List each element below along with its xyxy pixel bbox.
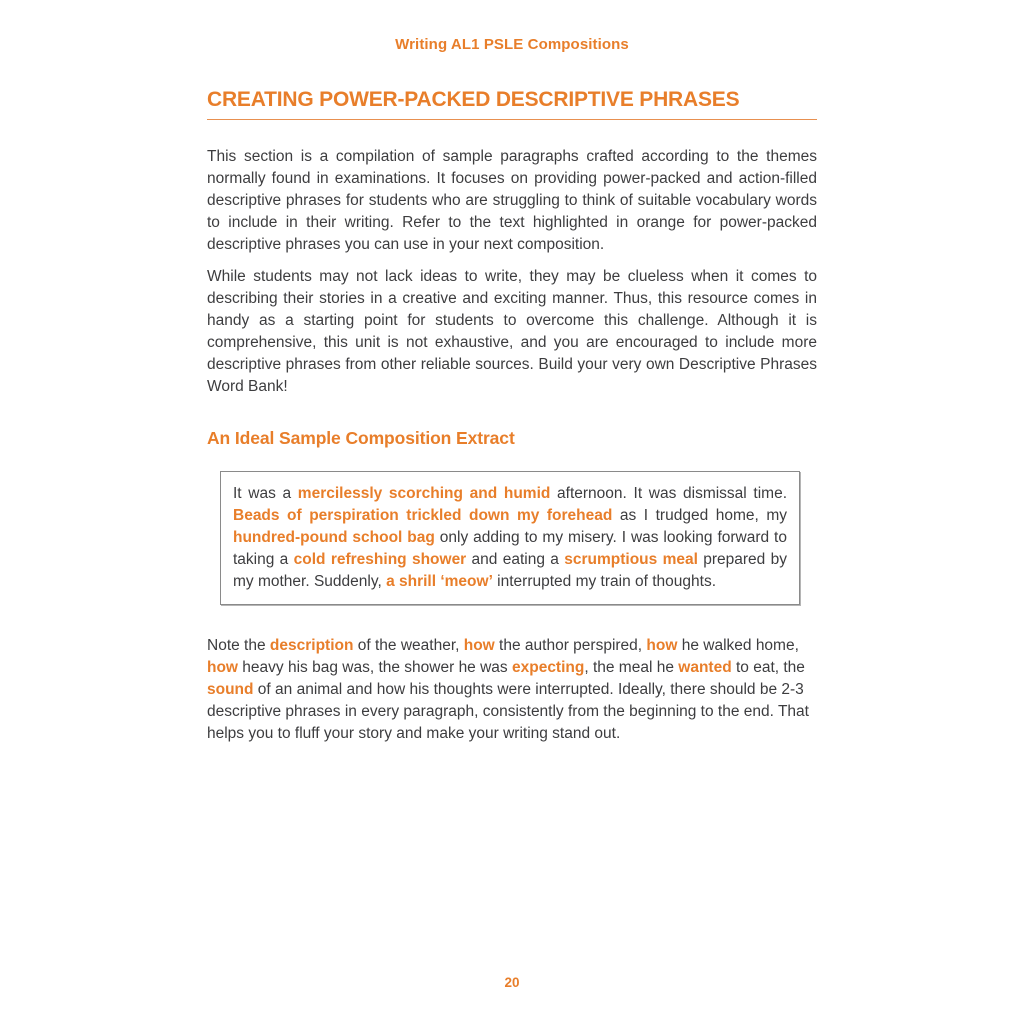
highlighted-phrase: a shrill ‘meow’ — [386, 573, 493, 590]
section-title: CREATING POWER-PACKED DESCRIPTIVE PHRASES — [207, 88, 817, 120]
page-number: 20 — [504, 975, 520, 990]
highlighted-phrase: cold refreshing shower — [293, 551, 467, 568]
highlighted-phrase: scrumptious meal — [564, 551, 698, 568]
highlighted-phrase: how — [463, 637, 495, 654]
body-text-run: , the meal he — [584, 659, 679, 676]
body-text-run: heavy his bag was, the shower he was — [238, 659, 512, 676]
highlighted-phrase: how — [646, 637, 678, 654]
sub-heading: An Ideal Sample Composition Extract — [207, 428, 515, 448]
highlighted-phrase: wanted — [678, 659, 732, 676]
second-paragraph: While students may not lack ideas to write, they may be clueless when it comes to describing their stories in a creative and exciting manner. Thus, this resource comes in handy as a starting point for students to overcome this challenge. Although it is comprehensive, this unit is not exhaustive, and you are encouraged to include more descriptive phrases from other reliable sources. Build your very own Descriptive Phrases Word Bank! — [207, 268, 817, 395]
body-text-run: only adding to my misery. I was looking forward to taking a — [233, 529, 787, 568]
highlighted-phrase: mercilessly scorching and humid — [297, 485, 551, 502]
body-text-run: It was a — [233, 485, 298, 502]
body-text-run: as I trudged home, my — [612, 507, 787, 524]
body-text-run: interrupted my train of thoughts. — [492, 573, 717, 590]
body-text-run: of the weather, — [353, 637, 464, 654]
highlighted-phrase: description — [269, 637, 354, 654]
note-paragraph — [207, 635, 817, 745]
highlighted-phrase: sound — [207, 681, 254, 698]
highlighted-phrase: how — [207, 659, 238, 676]
highlighted-phrase: expecting — [511, 659, 585, 676]
highlighted-phrase: Beads of perspiration trickled down my forehead — [233, 507, 613, 524]
body-text-run: prepared by my mother. Suddenly, — [233, 551, 787, 590]
intro-paragraph: This section is a compilation of sample paragraphs crafted according to the themes normally found in examinations. It focuses on providing power-packed and action-filled descriptive phrases for students who are struggling to think of suitable vocabulary words to include in their writing. Refer to the text highlighted in orange for power-packed descriptive phrases you can use in your next composition. — [207, 148, 817, 253]
page-content — [207, 88, 817, 745]
body-text-run: to eat, the — [731, 659, 805, 676]
highlighted-phrase: hundred-pound school bag — [233, 529, 435, 546]
body-text-run: he walked home, — [677, 637, 799, 654]
running-header: Writing AL1 PSLE Compositions — [395, 36, 629, 53]
body-text-run: and eating a — [466, 551, 565, 568]
body-text-run: the author perspired, — [494, 637, 647, 654]
body-text-run: afternoon. It was dismissal time. — [550, 485, 787, 502]
body-text-run: of an animal and how his thoughts were interrupted. Ideally, there should be 2-3 descriptive phrases in every paragraph, consistently from the beginning to the end. That helps you to fluff your story and make your writing stand out. — [207, 681, 809, 742]
body-text-run: Note the — [207, 637, 270, 654]
sample-extract-box — [220, 471, 800, 605]
